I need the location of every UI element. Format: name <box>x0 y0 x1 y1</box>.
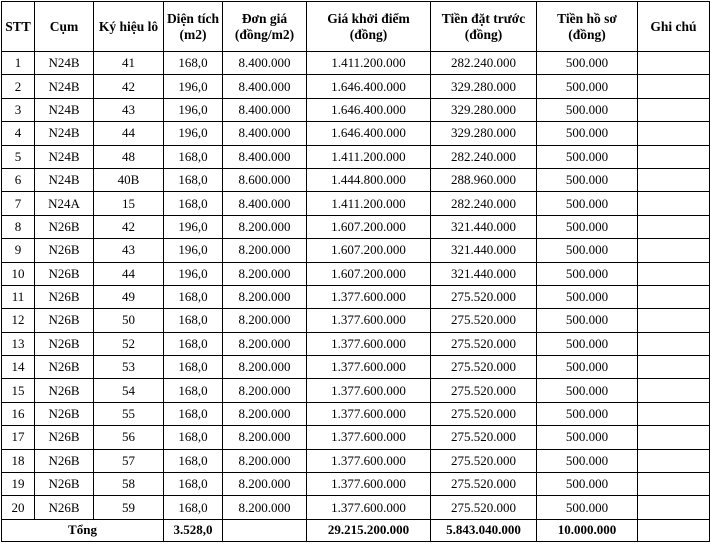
cell-tien-ho-so: 500.000 <box>537 145 638 168</box>
cell-tien-dat-truoc: 321.440.000 <box>431 215 537 238</box>
cell-ghi-chu <box>638 402 710 425</box>
cell-tien-ho-so: 500.000 <box>537 52 638 75</box>
cell-dien-tich: 168,0 <box>164 192 223 215</box>
cell-tien-dat-truoc: 329.280.000 <box>431 75 537 98</box>
cell-tien-dat-truoc: 275.520.000 <box>431 285 537 308</box>
cell-cum: N26B <box>35 473 94 496</box>
totals-dien-tich: 3.528,0 <box>164 519 223 541</box>
cell-ghi-chu <box>638 262 710 285</box>
cell-ghi-chu <box>638 145 710 168</box>
cell-tien-dat-truoc: 275.520.000 <box>431 402 537 425</box>
cell-dien-tich: 168,0 <box>164 309 223 332</box>
header-dien-tich <box>164 2 223 52</box>
cell-gia-khoi-diem: 1.377.600.000 <box>307 496 431 519</box>
table-row <box>2 239 710 262</box>
cell-ghi-chu <box>638 356 710 379</box>
cell-dien-tich: 168,0 <box>164 145 223 168</box>
cell-dien-tich: 196,0 <box>164 262 223 285</box>
totals-tien-dat-truoc: 5.843.040.000 <box>431 519 537 541</box>
table-row <box>2 122 710 145</box>
cell-cum: N26B <box>35 239 94 262</box>
cell-stt: 7 <box>2 192 35 215</box>
cell-ghi-chu <box>638 192 710 215</box>
cell-ky-hieu-lo: 56 <box>94 426 164 449</box>
cell-tien-dat-truoc: 282.240.000 <box>431 52 537 75</box>
cell-ky-hieu-lo: 48 <box>94 145 164 168</box>
cell-dien-tich: 168,0 <box>164 52 223 75</box>
cell-gia-khoi-diem: 1.646.400.000 <box>307 122 431 145</box>
cell-dien-tich: 196,0 <box>164 239 223 262</box>
cell-cum: N24B <box>35 122 94 145</box>
cell-stt: 13 <box>2 332 35 355</box>
cell-cum: N24B <box>35 98 94 121</box>
cell-tien-dat-truoc: 321.440.000 <box>431 262 537 285</box>
cell-stt: 12 <box>2 309 35 332</box>
table-row <box>2 402 710 425</box>
cell-gia-khoi-diem: 1.377.600.000 <box>307 309 431 332</box>
cell-cum: N26B <box>35 285 94 308</box>
cell-stt: 16 <box>2 402 35 425</box>
cell-dien-tich: 168,0 <box>164 449 223 472</box>
cell-tien-ho-so: 500.000 <box>537 496 638 519</box>
cell-gia-khoi-diem: 1.607.200.000 <box>307 262 431 285</box>
cell-gia-khoi-diem: 1.607.200.000 <box>307 215 431 238</box>
cell-tien-ho-so: 500.000 <box>537 168 638 191</box>
cell-stt: 18 <box>2 449 35 472</box>
cell-ky-hieu-lo: 42 <box>94 75 164 98</box>
cell-don-gia: 8.200.000 <box>223 402 307 425</box>
table-row <box>2 215 710 238</box>
cell-don-gia: 8.200.000 <box>223 473 307 496</box>
table-header <box>2 2 710 52</box>
header-line: (đồng) <box>349 26 388 42</box>
table-footer <box>2 519 710 541</box>
cell-ky-hieu-lo: 50 <box>94 309 164 332</box>
cell-ghi-chu <box>638 449 710 472</box>
cell-tien-ho-so: 500.000 <box>537 426 638 449</box>
cell-gia-khoi-diem: 1.377.600.000 <box>307 285 431 308</box>
lot-auction-table <box>1 1 710 542</box>
header-line: Ghi chú <box>650 18 697 34</box>
cell-tien-dat-truoc: 275.520.000 <box>431 379 537 402</box>
cell-dien-tich: 168,0 <box>164 473 223 496</box>
table-row <box>2 309 710 332</box>
cell-tien-ho-so: 500.000 <box>537 98 638 121</box>
header-line: STT <box>5 18 31 34</box>
cell-ghi-chu <box>638 309 710 332</box>
header-line: (m2) <box>179 26 207 42</box>
cell-tien-dat-truoc: 288.960.000 <box>431 168 537 191</box>
header-don-gia <box>223 2 307 52</box>
table-row <box>2 75 710 98</box>
cell-gia-khoi-diem: 1.444.800.000 <box>307 168 431 191</box>
cell-dien-tich: 168,0 <box>164 332 223 355</box>
cell-don-gia: 8.400.000 <box>223 52 307 75</box>
cell-tien-dat-truoc: 282.240.000 <box>431 192 537 215</box>
cell-don-gia: 8.200.000 <box>223 285 307 308</box>
cell-tien-ho-so: 500.000 <box>537 379 638 402</box>
table-row <box>2 192 710 215</box>
cell-tien-ho-so: 500.000 <box>537 402 638 425</box>
cell-gia-khoi-diem: 1.411.200.000 <box>307 52 431 75</box>
header-line: Đơn giá <box>241 10 288 26</box>
cell-dien-tich: 168,0 <box>164 496 223 519</box>
cell-ky-hieu-lo: 58 <box>94 473 164 496</box>
cell-tien-ho-so: 500.000 <box>537 449 638 472</box>
cell-cum: N24B <box>35 75 94 98</box>
cell-tien-ho-so: 500.000 <box>537 239 638 262</box>
cell-stt: 4 <box>2 122 35 145</box>
table-row <box>2 262 710 285</box>
cell-stt: 8 <box>2 215 35 238</box>
cell-ky-hieu-lo: 15 <box>94 192 164 215</box>
cell-cum: N26B <box>35 402 94 425</box>
cell-gia-khoi-diem: 1.377.600.000 <box>307 449 431 472</box>
cell-ghi-chu <box>638 52 710 75</box>
header-line: Diện tích <box>166 10 220 26</box>
cell-cum: N26B <box>35 426 94 449</box>
header-row <box>2 2 710 52</box>
cell-dien-tich: 168,0 <box>164 426 223 449</box>
cell-ghi-chu <box>638 473 710 496</box>
cell-don-gia: 8.200.000 <box>223 356 307 379</box>
cell-tien-dat-truoc: 321.440.000 <box>431 239 537 262</box>
cell-stt: 15 <box>2 379 35 402</box>
cell-dien-tich: 196,0 <box>164 75 223 98</box>
table-row <box>2 145 710 168</box>
cell-ky-hieu-lo: 57 <box>94 449 164 472</box>
cell-stt: 11 <box>2 285 35 308</box>
cell-ky-hieu-lo: 41 <box>94 52 164 75</box>
cell-cum: N26B <box>35 379 94 402</box>
cell-don-gia: 8.200.000 <box>223 239 307 262</box>
header-gia-khoi-diem <box>307 2 431 52</box>
cell-gia-khoi-diem: 1.646.400.000 <box>307 75 431 98</box>
cell-don-gia: 8.200.000 <box>223 426 307 449</box>
table-row <box>2 449 710 472</box>
cell-tien-dat-truoc: 275.520.000 <box>431 332 537 355</box>
cell-ghi-chu <box>638 496 710 519</box>
totals-ghi-chu <box>638 519 710 541</box>
header-line: Tiền đặt trước <box>441 10 526 26</box>
cell-don-gia: 8.200.000 <box>223 215 307 238</box>
header-line: Cụm <box>49 18 79 34</box>
totals-gia-khoi-diem: 29.215.200.000 <box>307 519 431 541</box>
cell-dien-tich: 196,0 <box>164 98 223 121</box>
cell-cum: N24B <box>35 145 94 168</box>
totals-tien-ho-so: 10.000.000 <box>537 519 638 541</box>
cell-tien-ho-so: 500.000 <box>537 215 638 238</box>
cell-ky-hieu-lo: 42 <box>94 215 164 238</box>
cell-don-gia: 8.600.000 <box>223 168 307 191</box>
table-row <box>2 332 710 355</box>
cell-tien-dat-truoc: 275.520.000 <box>431 356 537 379</box>
cell-tien-ho-so: 500.000 <box>537 285 638 308</box>
table-row <box>2 356 710 379</box>
cell-stt: 10 <box>2 262 35 285</box>
cell-don-gia: 8.200.000 <box>223 496 307 519</box>
cell-gia-khoi-diem: 1.607.200.000 <box>307 239 431 262</box>
cell-gia-khoi-diem: 1.411.200.000 <box>307 145 431 168</box>
cell-gia-khoi-diem: 1.377.600.000 <box>307 402 431 425</box>
cell-tien-ho-so: 500.000 <box>537 356 638 379</box>
header-line: Giá khởi điểm <box>327 10 410 26</box>
cell-don-gia: 8.200.000 <box>223 332 307 355</box>
cell-cum: N26B <box>35 496 94 519</box>
header-cum <box>35 2 94 52</box>
cell-gia-khoi-diem: 1.646.400.000 <box>307 98 431 121</box>
cell-stt: 9 <box>2 239 35 262</box>
cell-tien-ho-so: 500.000 <box>537 122 638 145</box>
cell-dien-tich: 168,0 <box>164 285 223 308</box>
cell-tien-ho-so: 500.000 <box>537 309 638 332</box>
header-ky-hieu-lo <box>94 2 164 52</box>
cell-dien-tich: 196,0 <box>164 122 223 145</box>
cell-don-gia: 8.400.000 <box>223 122 307 145</box>
totals-row <box>2 519 710 541</box>
cell-ghi-chu <box>638 75 710 98</box>
cell-tien-dat-truoc: 275.520.000 <box>431 426 537 449</box>
cell-cum: N26B <box>35 449 94 472</box>
cell-ky-hieu-lo: 52 <box>94 332 164 355</box>
cell-ky-hieu-lo: 54 <box>94 379 164 402</box>
cell-ky-hieu-lo: 40B <box>94 168 164 191</box>
cell-tien-dat-truoc: 282.240.000 <box>431 145 537 168</box>
cell-gia-khoi-diem: 1.377.600.000 <box>307 473 431 496</box>
cell-stt: 6 <box>2 168 35 191</box>
cell-tien-dat-truoc: 329.280.000 <box>431 98 537 121</box>
cell-tien-ho-so: 500.000 <box>537 192 638 215</box>
cell-ky-hieu-lo: 43 <box>94 239 164 262</box>
table-row <box>2 473 710 496</box>
cell-cum: N26B <box>35 332 94 355</box>
cell-cum: N24A <box>35 192 94 215</box>
cell-don-gia: 8.200.000 <box>223 379 307 402</box>
cell-ky-hieu-lo: 44 <box>94 122 164 145</box>
totals-label: Tổng <box>2 519 164 541</box>
cell-tien-ho-so: 500.000 <box>537 75 638 98</box>
header-line: Tiền hồ sơ <box>557 10 617 26</box>
cell-ghi-chu <box>638 215 710 238</box>
cell-ky-hieu-lo: 44 <box>94 262 164 285</box>
table-row <box>2 52 710 75</box>
table-row <box>2 98 710 121</box>
cell-tien-ho-so: 500.000 <box>537 332 638 355</box>
cell-tien-dat-truoc: 275.520.000 <box>431 449 537 472</box>
table-row <box>2 285 710 308</box>
cell-stt: 17 <box>2 426 35 449</box>
cell-tien-ho-so: 500.000 <box>537 473 638 496</box>
cell-don-gia: 8.200.000 <box>223 262 307 285</box>
cell-cum: N24B <box>35 52 94 75</box>
cell-ghi-chu <box>638 332 710 355</box>
totals-don-gia <box>223 519 307 541</box>
cell-gia-khoi-diem: 1.411.200.000 <box>307 192 431 215</box>
table-row <box>2 379 710 402</box>
cell-tien-dat-truoc: 275.520.000 <box>431 496 537 519</box>
cell-don-gia: 8.400.000 <box>223 145 307 168</box>
cell-ky-hieu-lo: 53 <box>94 356 164 379</box>
cell-cum: N26B <box>35 262 94 285</box>
table-row <box>2 168 710 191</box>
cell-ghi-chu <box>638 239 710 262</box>
cell-cum: N26B <box>35 215 94 238</box>
cell-cum: N26B <box>35 356 94 379</box>
cell-gia-khoi-diem: 1.377.600.000 <box>307 379 431 402</box>
cell-don-gia: 8.200.000 <box>223 309 307 332</box>
cell-ghi-chu <box>638 426 710 449</box>
cell-ky-hieu-lo: 49 <box>94 285 164 308</box>
table-row <box>2 496 710 519</box>
cell-dien-tich: 168,0 <box>164 356 223 379</box>
cell-tien-dat-truoc: 275.520.000 <box>431 473 537 496</box>
cell-stt: 2 <box>2 75 35 98</box>
cell-stt: 5 <box>2 145 35 168</box>
cell-ghi-chu <box>638 168 710 191</box>
cell-ghi-chu <box>638 285 710 308</box>
cell-ky-hieu-lo: 43 <box>94 98 164 121</box>
cell-tien-dat-truoc: 275.520.000 <box>431 309 537 332</box>
cell-stt: 1 <box>2 52 35 75</box>
cell-cum: N26B <box>35 309 94 332</box>
table-body <box>2 52 710 520</box>
cell-ghi-chu <box>638 379 710 402</box>
cell-gia-khoi-diem: 1.377.600.000 <box>307 426 431 449</box>
header-tien-dat-truoc <box>431 2 537 52</box>
cell-dien-tich: 196,0 <box>164 215 223 238</box>
cell-ky-hieu-lo: 55 <box>94 402 164 425</box>
cell-don-gia: 8.200.000 <box>223 449 307 472</box>
cell-gia-khoi-diem: 1.377.600.000 <box>307 332 431 355</box>
cell-stt: 14 <box>2 356 35 379</box>
header-line: (đồng/m2) <box>234 26 295 42</box>
cell-cum: N24B <box>35 168 94 191</box>
cell-gia-khoi-diem: 1.377.600.000 <box>307 356 431 379</box>
table-row <box>2 426 710 449</box>
cell-dien-tich: 168,0 <box>164 168 223 191</box>
cell-don-gia: 8.400.000 <box>223 98 307 121</box>
header-line: (đồng) <box>464 26 503 42</box>
cell-ky-hieu-lo: 59 <box>94 496 164 519</box>
cell-stt: 20 <box>2 496 35 519</box>
cell-ghi-chu <box>638 98 710 121</box>
cell-stt: 3 <box>2 98 35 121</box>
header-tien-ho-so <box>537 2 638 52</box>
cell-tien-ho-so: 500.000 <box>537 262 638 285</box>
cell-tien-dat-truoc: 329.280.000 <box>431 122 537 145</box>
cell-stt: 19 <box>2 473 35 496</box>
header-ghi-chu <box>638 2 710 52</box>
header-line: (đồng) <box>568 26 606 42</box>
cell-dien-tich: 168,0 <box>164 379 223 402</box>
cell-ghi-chu <box>638 122 710 145</box>
header-stt <box>2 2 35 52</box>
cell-dien-tich: 168,0 <box>164 402 223 425</box>
cell-don-gia: 8.400.000 <box>223 192 307 215</box>
header-line: Ký hiệu lô <box>98 18 159 34</box>
cell-don-gia: 8.400.000 <box>223 75 307 98</box>
